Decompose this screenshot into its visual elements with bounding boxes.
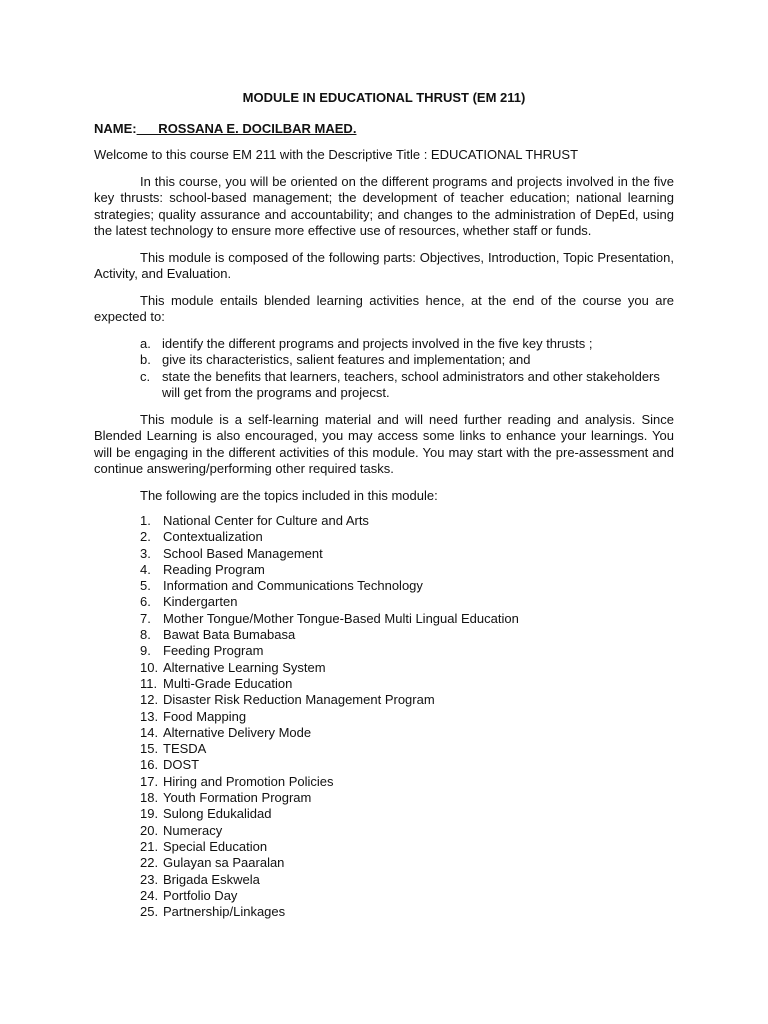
topic-text: Feeding Program [163, 643, 264, 659]
topic-item [140, 709, 674, 725]
topic-item [140, 741, 674, 757]
topic-item [140, 546, 674, 562]
topic-item [140, 611, 674, 627]
topic-item [140, 855, 674, 871]
objective-marker: b. [140, 352, 151, 367]
topic-text: Partnership/Linkages [163, 904, 286, 920]
objective-marker: a. [140, 335, 151, 351]
topic-number: 8. [140, 627, 151, 643]
topic-text: Alternative Delivery Mode [163, 724, 312, 740]
topic-text: Special Education [163, 838, 268, 854]
topic-item [140, 692, 674, 708]
name-value: ___ROSSANA E. DOCILBAR MAED. [136, 120, 357, 136]
topic-item [140, 774, 674, 790]
topic-number: 25. [140, 904, 159, 920]
topic-text: Contextualization [163, 529, 263, 545]
objective-marker: c. [140, 368, 151, 384]
topic-number: 24. [140, 887, 159, 903]
topic-item [140, 888, 674, 904]
topic-number: 7. [140, 610, 151, 626]
module-parts-paragraph: This module is composed of the following parts: Objectives, Introduction, Topic Presentation, Activity, and Evaluation. [94, 249, 674, 281]
topic-number: 2. [140, 529, 151, 545]
topic-number: 22. [140, 855, 159, 871]
topic-item [140, 757, 674, 773]
topic-text: DOST [163, 757, 200, 773]
topic-text: Youth Formation Program [163, 790, 312, 806]
topic-number: 3. [140, 545, 151, 561]
topic-number: 11. [140, 675, 158, 691]
topic-text: Food Mapping [163, 708, 247, 724]
list-item [140, 352, 674, 369]
topics-list [140, 513, 674, 920]
topic-number: 6. [140, 594, 151, 610]
list-item [140, 369, 674, 402]
topic-text: National Center for Culture and Arts [163, 513, 369, 528]
name-label: NAME: [94, 120, 137, 136]
topic-number: 9. [140, 643, 151, 659]
course-description-paragraph: In this course, you will be oriented on the different programs and projects involved in the five key thrusts: school-based management; the development of teacher education; national learning strategies; quality assurance and accountability; and changes to the administration of DepEd, using the latest technology to ensure more effective use of resources, whether staff or funds. [94, 173, 674, 238]
topic-number: 17. [140, 773, 159, 789]
objective-text: identify the different programs and projects involved in the five key thrusts ; [162, 335, 593, 351]
topic-text: Hiring and Promotion Policies [163, 773, 334, 789]
expectations-paragraph: This module entails blended learning activities hence, at the end of the course you are expected to: [94, 292, 674, 324]
topic-text: Mother Tongue/Mother Tongue-Based Multi Lingual Education [163, 610, 519, 626]
topic-text: Disaster Risk Reduction Management Program [163, 692, 435, 708]
topic-number: 10. [140, 659, 159, 675]
topic-number: 12. [140, 692, 159, 708]
topic-text: Alternative Learning System [163, 659, 326, 675]
topic-number: 23. [140, 871, 159, 887]
topic-item [140, 660, 674, 676]
module-title: MODULE IN EDUCATIONAL THRUST (EM 211) [242, 90, 526, 105]
topic-item [140, 643, 674, 659]
topic-item [140, 823, 674, 839]
topic-text: School Based Management [163, 545, 323, 561]
topic-number: 4. [140, 561, 151, 577]
topic-item [140, 578, 674, 594]
topic-number: 15. [140, 741, 159, 757]
topic-item [140, 627, 674, 643]
topic-item [140, 562, 674, 578]
objectives-list [140, 336, 674, 402]
topic-text: Brigada Eskwela [163, 871, 260, 887]
topic-number: 16. [140, 757, 159, 773]
topic-number: 1. [140, 513, 151, 528]
topic-number: 20. [140, 822, 159, 838]
objective-text: give its characteristics, salient features and implementation; and [162, 352, 531, 367]
self-learning-paragraph: This module is a self-learning material and will need further reading and analysis. Since Blended Learning is also encouraged, you may access some links to enhance your learnings. You will be engaging in the different activities of this module. You may start with the pre-assessment and continue answering/performing other required tasks. [94, 411, 674, 476]
topic-number: 13. [140, 708, 159, 724]
welcome-text: Welcome to this course EM 211 with the Descriptive Title : EDUCATIONAL THRUST [94, 147, 579, 162]
topic-item [140, 872, 674, 888]
name-line [94, 121, 674, 138]
topic-text: Numeracy [163, 822, 223, 838]
topic-text: Gulayan sa Paaralan [163, 855, 285, 871]
topic-text: TESDA [163, 741, 207, 757]
topic-item [140, 904, 674, 920]
topic-item [140, 594, 674, 610]
topic-number: 18. [140, 790, 159, 806]
topic-text: Reading Program [163, 561, 265, 577]
topic-text: Portfolio Day [163, 887, 238, 903]
topic-text: Sulong Edukalidad [163, 806, 272, 822]
topic-number: 21. [140, 838, 159, 854]
topic-item [140, 676, 674, 692]
topic-number: 14. [140, 724, 159, 740]
topic-text: Information and Communications Technology [163, 578, 423, 594]
topic-item [140, 806, 674, 822]
topic-text: Kindergarten [163, 594, 238, 610]
topics-intro: The following are the topics included in this module: [140, 487, 438, 503]
topic-item [140, 529, 674, 545]
topic-number: 5. [140, 578, 151, 594]
topic-text: Multi-Grade Education [163, 675, 293, 691]
topic-item [140, 839, 674, 855]
topic-item [140, 790, 674, 806]
topic-item [140, 513, 674, 529]
topic-text: Bawat Bata Bumabasa [163, 627, 296, 643]
list-item [140, 336, 674, 353]
topic-item [140, 725, 674, 741]
topic-number: 19. [140, 806, 159, 822]
objective-text: state the benefits that learners, teachers, school administrators and other stakeholders will get from the programs and projecst. [162, 368, 660, 400]
